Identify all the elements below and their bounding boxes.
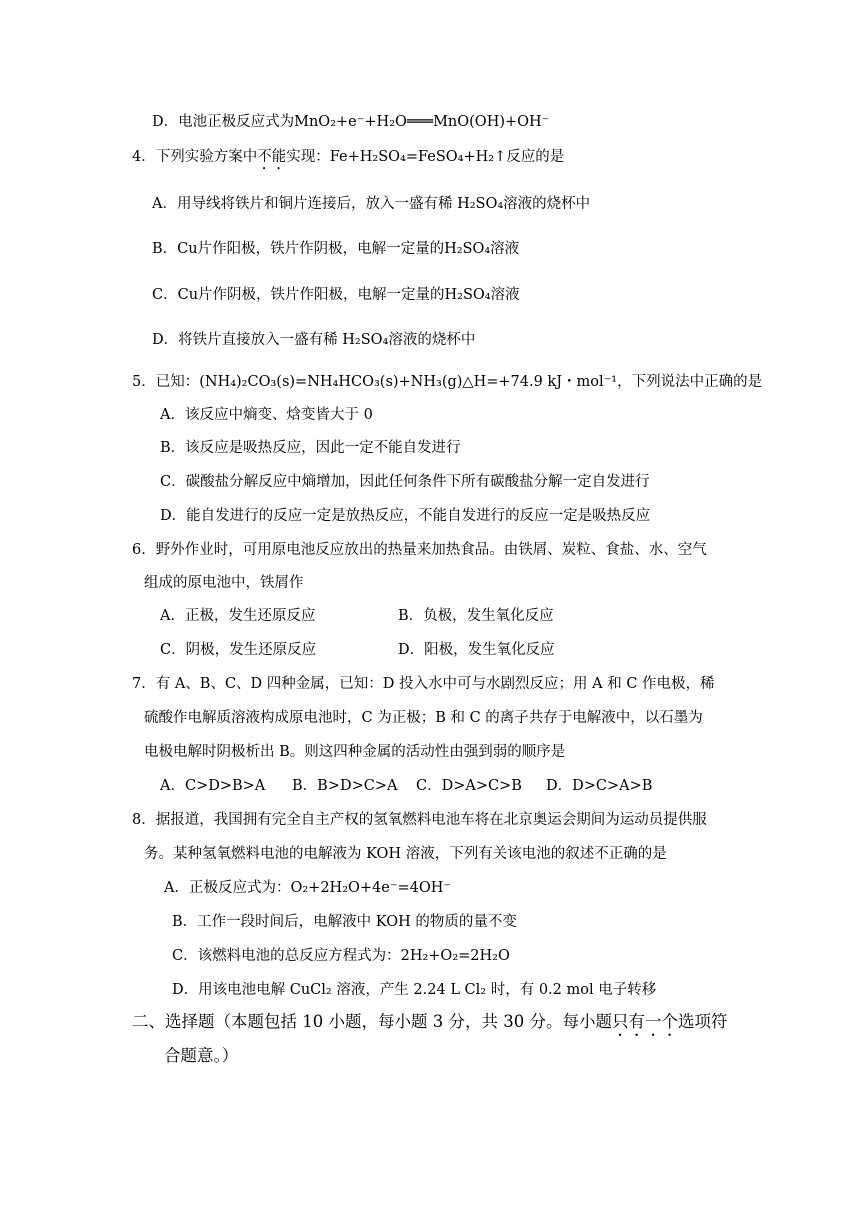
q4-stem-emphasis: 不能	[257, 149, 287, 165]
q7-stem-line3: 电极电解时阴极析出 B。则这四种金属的活动性由强到弱的顺序是	[144, 744, 566, 760]
q8-stem-line2: 务。某种氢氧燃料电池的电解液为 KOH 溶液，下列有关该电池的叙述不正确的是	[144, 846, 667, 862]
q8-option-c: C．该燃料电池的总反应方程式为：2H₂+O₂=2H₂O	[172, 948, 510, 964]
q6-option-a: A．正极，发生还原反应	[160, 608, 316, 624]
q4-option-c: C．Cu片作阴极，铁片作阳极，电解一定量的H₂SO₄溶液	[152, 287, 520, 303]
q7-option-d: D．D>C>A>B	[546, 778, 653, 794]
q7-stem-line2: 硫酸作电解质溶液构成原电池时，C 为正极；B 和 C 的离子共存于电解液中，以石墨为	[144, 710, 703, 726]
q6-stem-line2: 组成的原电池中，铁屑作	[144, 575, 304, 591]
q6-option-b: B．负极，发生氧化反应	[398, 608, 554, 624]
q3-option-d: D．电池正极反应式为MnO₂+e⁻+H₂O═══MnO(OH)+OH⁻	[152, 114, 550, 130]
q5-stem: 5．已知：(NH₄)₂CO₃(s)=NH₄HCO₃(s)+NH₃(g)△H=+74.9 kJ・mol⁻¹，下列说法中正确的是	[132, 374, 763, 390]
q6-stem-line1: 6．野外作业时，可用原电池反应放出的热量来加热食品。由铁屑、炭粒、食盐、水、空气	[132, 542, 707, 558]
q7-option-c: C．D>A>C>B	[416, 778, 522, 794]
q5-option-a: A．该反应中熵变、焓变皆大于 0	[160, 407, 373, 423]
q5-option-d: D．能自发进行的反应一定是放热反应，不能自发进行的反应一定是吸热反应	[160, 508, 651, 524]
q7-option-b: B．B>D>C>A	[292, 778, 398, 794]
q4-option-a: A．用导线将铁片和铜片连接后，放入一盛有稀 H₂SO₄溶液的烧杯中	[152, 196, 591, 212]
q4-option-b: B．Cu片作阳极，铁片作阴极，电解一定量的H₂SO₄溶液	[152, 241, 520, 257]
q8-stem-line1: 8．据报道，我国拥有完全自主产权的氢氧燃料电池车将在北京奥运会期间为运动员提供服	[132, 812, 707, 828]
q8-option-b: B．工作一段时间后，电解液中 KOH 的物质的量不变	[172, 914, 517, 930]
q5-option-c: C．碳酸盐分解反应中熵增加，因此任何条件下所有碳酸盐分解一定自发进行	[160, 474, 650, 490]
q4-stem-pre: 4．下列实验方案中	[132, 149, 258, 165]
q7-stem-line1: 7．有 A、B、C、D 四种金属，已知：D 投入水中可与水剧烈反应；用 A 和 C 作电极，稀	[132, 676, 715, 692]
q6-option-c: C．阴极，发生还原反应	[160, 642, 317, 658]
section2-heading-pre: 二、选择题（本题包括 10 小题，每小题 3 分，共 30 分。每小题	[132, 1012, 612, 1031]
q4-stem-post: 实现：Fe+H₂SO₄=FeSO₄+H₂↑反应的是	[286, 149, 565, 165]
q4-stem	[132, 147, 564, 173]
q8-option-a: A．正极反应式为：O₂+2H₂O+4e⁻=4OH⁻	[164, 880, 452, 896]
section2-heading-post: 选项符	[677, 1012, 728, 1031]
section2-heading-emphasis: 只有一个	[611, 1012, 678, 1031]
q7-option-a: A．C>D>B>A	[160, 778, 266, 794]
section2-heading-line2: 合题意。）	[164, 1046, 239, 1065]
q6-option-d: D．阳极，发生氧化反应	[398, 642, 555, 658]
q5-option-b: B．该反应是吸热反应，因此一定不能自发进行	[160, 440, 461, 456]
section2-heading	[132, 1012, 727, 1040]
q4-option-d: D．将铁片直接放入一盛有稀 H₂SO₄溶液的烧杯中	[152, 332, 476, 348]
q8-option-d: D．用该电池电解 CuCl₂ 溶液，产生 2.24 L Cl₂ 时，有 0.2 mol 电子转移	[172, 982, 657, 998]
